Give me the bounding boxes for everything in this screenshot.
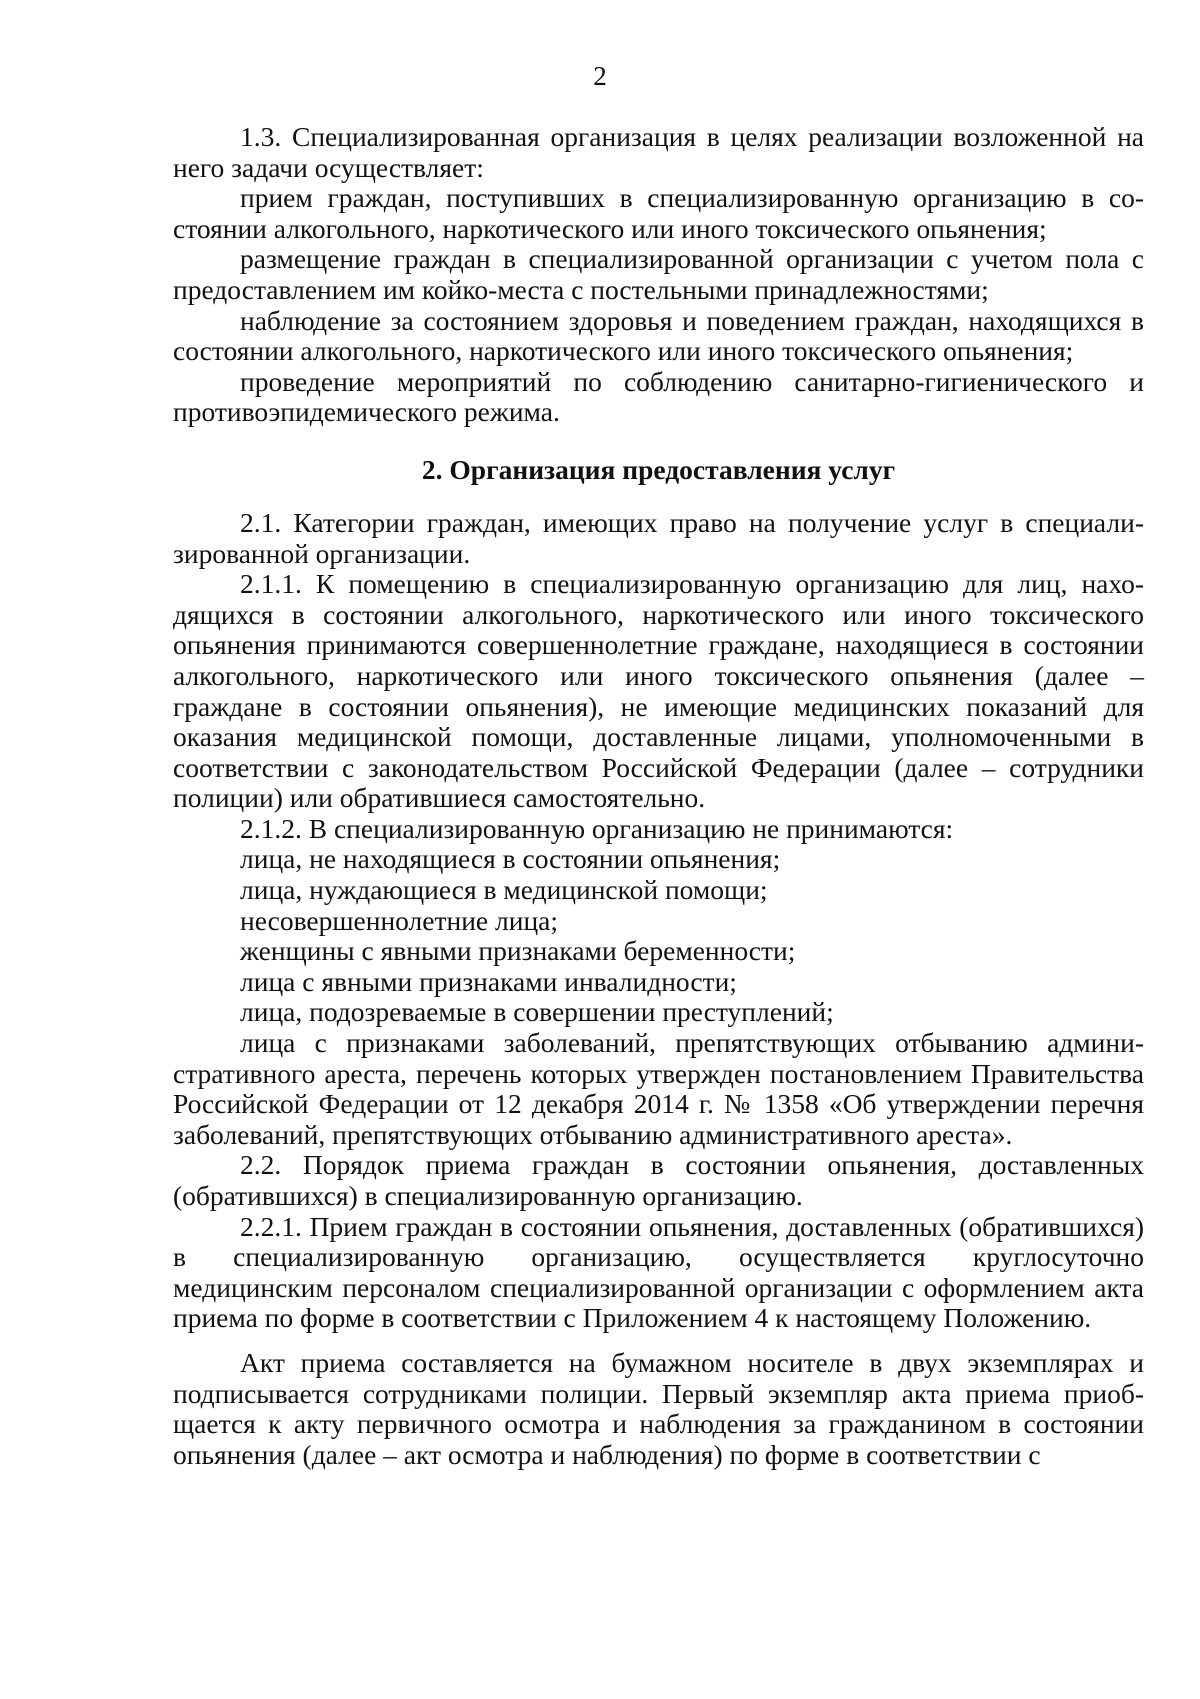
paragraph-act-of-reception: Акт приема составляется на бумажном носителе в двух экземплярах и подписывается сотрудниками полиции. Первый экземпляр акта приема приобщается к акту первичного осмотра и наблюдения за гражданином в состоянии опьянения (далее – акт осмотра и наблюдения) по форме в соответствии с	[173, 1346, 1144, 1470]
exclusion-item: женщины с явными признаками беременности;	[240, 935, 796, 967]
exclusion-item: лица, нуждающиеся в медицинской помощи;	[240, 874, 768, 906]
paragraph-2-1: 2.1. Категории граждан, имеющих право на получение услуг в специализированной организации.	[173, 506, 1144, 569]
page-number: 2	[593, 61, 607, 91]
exclusion-item: несовершеннолетние лица;	[240, 904, 559, 936]
spacer	[173, 486, 1144, 508]
spacer	[173, 1334, 1144, 1348]
list-item-observation: наблюдение за состоянием здоровья и поведением граждан, находящихся в состоянии алкогольного, наркотического или иного токсического опьянения;	[173, 304, 1144, 367]
list-item-sanitary: проведение мероприятий по соблюдению санитарно-гигиенического и противоэпидемического режима.	[173, 365, 1144, 428]
spacer	[173, 428, 1144, 454]
exclusion-item: лица, подозреваемые в совершении преступлений;	[240, 996, 834, 1028]
section-title: 2. Организация предоставления услуг	[421, 453, 896, 485]
paragraph-1-3: 1.3. Специализированная организация в целях реализации возложенной на него задачи осуществляет:	[173, 121, 1144, 183]
document-body	[173, 122, 1144, 1470]
paragraph-2-2: 2.2. Порядок приема граждан в состоянии опьянения, доставленных (обратившихся) в специализированную организацию.	[173, 1149, 1144, 1211]
exclusion-item: лица с явными признаками инвалидности;	[240, 965, 737, 997]
list-item-reception: прием граждан, поступивших в специализированную организацию в состоянии алкогольного, наркотического или иного токсического опьянения;	[173, 182, 1144, 244]
paragraph-2-1-1: 2.1.1. К помещению в специализированную организацию для лиц, находящихся в состоянии алкогольного, наркотического или иного токсического опьянения принимаются совершеннолетние граждане, находящиеся в состоянии алкогольного, наркотического или иного токсического опьянения (далее – граждане в состоянии опьянения), не имеющие медицинских показаний для оказания медицинской помощи, доставленные лицами, уполномоченными в соответствии с законодательством Российской Федерации (далее – сотрудники полиции) или обратившиеся самостоятельно.	[173, 568, 1144, 814]
paragraph-2-2-1: 2.2.1. Прием граждан в состоянии опьянения, доставленных (обратившихся) в специализированную организацию, осуществляется круглосуточно медицинским персоналом специализированной организации с оформлением акта приема по форме в соответствии с Приложением 4 к настоящему Положению.	[173, 1210, 1144, 1334]
list-item-placement: размещение граждан в специализированной организации с учетом пола с предоставлением им койко-места с постельными принадлежностями;	[173, 243, 1144, 305]
paragraph-2-1-2: 2.1.2. В специализированную организацию не принимаются:	[240, 812, 954, 844]
exclusion-item: лица, не находящиеся в состоянии опьянения;	[240, 843, 781, 875]
exclusion-item: лица с признаками заболеваний, препятствующих отбыванию административного ареста, перечень которых утвержден постановлением Правительства Российской Федерации от 12 декабря 2014 г. № 1358 «Об утверждении перечня заболеваний, препятствующих отбыванию административного ареста».	[173, 1027, 1144, 1150]
